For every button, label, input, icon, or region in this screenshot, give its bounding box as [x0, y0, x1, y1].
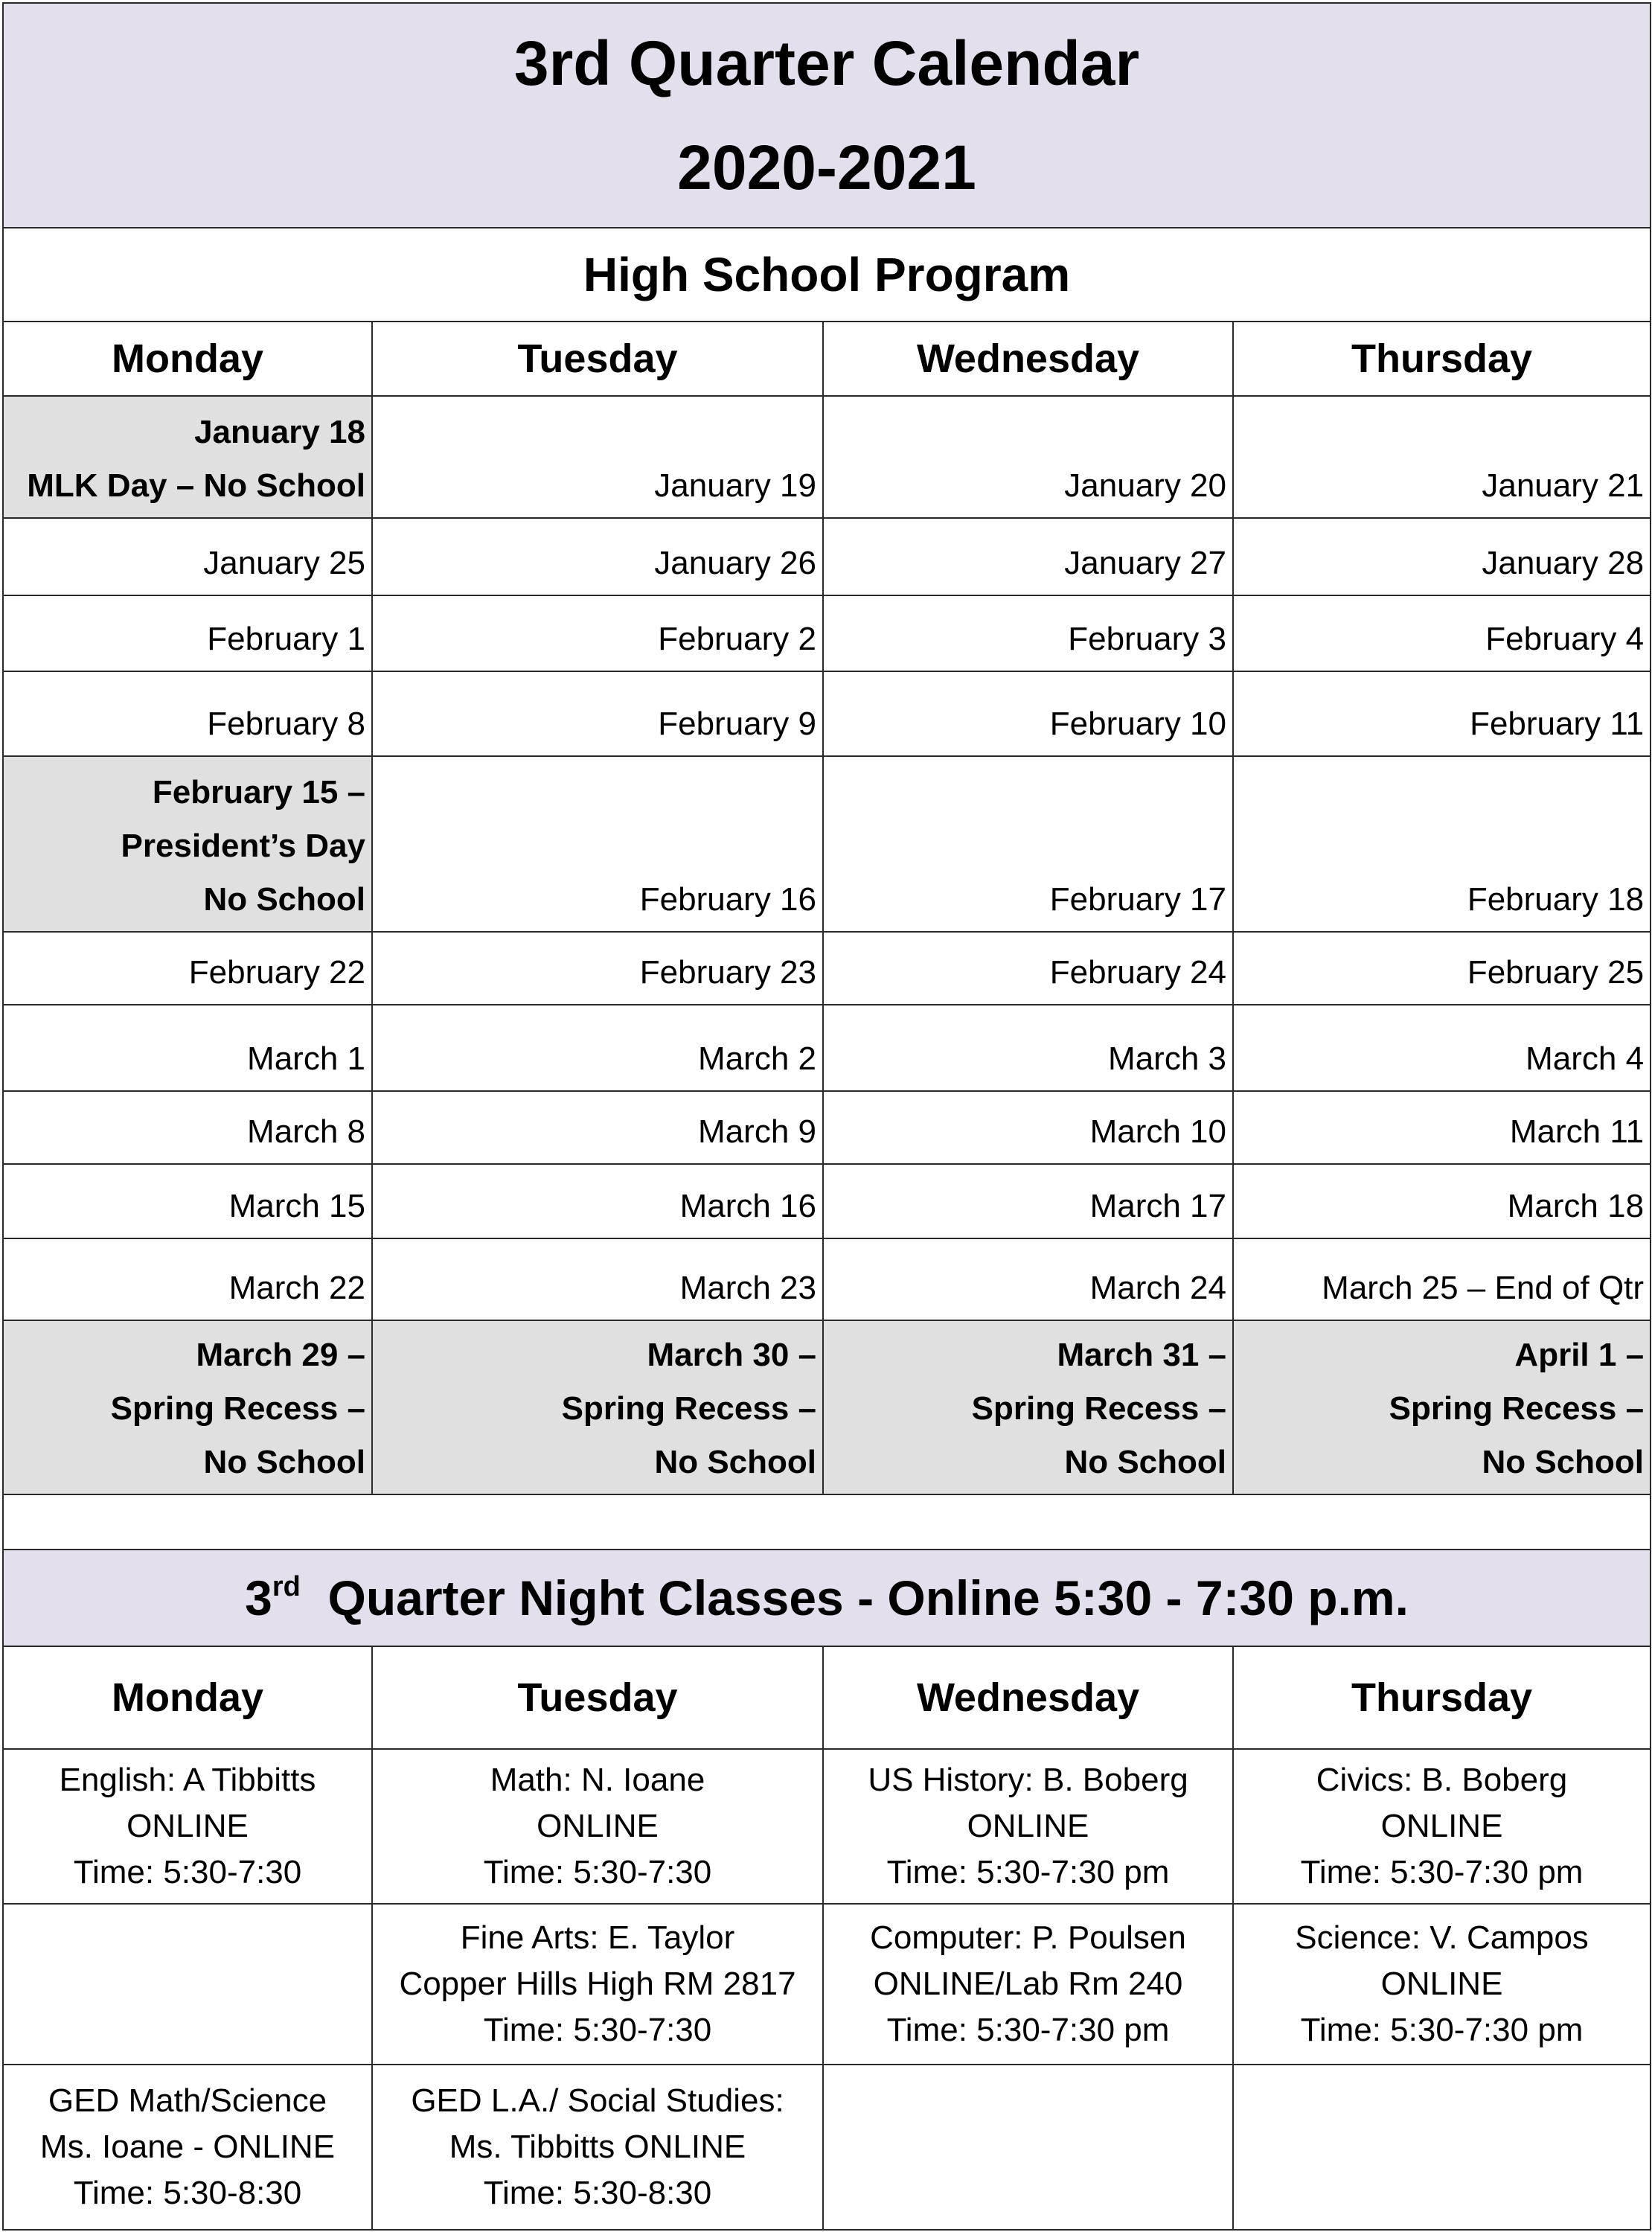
class-text: GED L.A./ Social Studies:	[411, 2082, 784, 2119]
class-text: Time: 5:30-7:30	[483, 1854, 712, 1890]
date-cell-wednesday	[823, 1320, 1233, 1494]
date-cell-wednesday	[823, 396, 1233, 518]
date-text: February 1	[207, 621, 365, 657]
date-cell-tuesday	[372, 756, 823, 932]
date-cell-tuesday	[372, 1320, 823, 1494]
class-cell-thursday	[1233, 1749, 1651, 1904]
date-cell-tuesday	[372, 595, 823, 671]
date-text: February 11	[1470, 706, 1645, 742]
date-cell-wednesday	[823, 932, 1233, 1005]
week-row	[3, 932, 1651, 1005]
class-text: Fine Arts: E. Taylor	[460, 1919, 735, 1956]
date-text: March 25 – End of Qtr	[1322, 1270, 1645, 1306]
date-text: February 8	[207, 706, 365, 742]
date-cell-thursday	[1233, 1238, 1651, 1320]
date-text: February 3	[1068, 621, 1226, 657]
night-day-header-monday: Monday	[3, 1646, 372, 1749]
date-text: February 22	[188, 954, 365, 991]
class-text: Copper Hills High RM 2817	[399, 1966, 796, 2002]
date-cell-thursday	[1233, 396, 1651, 518]
holiday-text: January 18	[194, 414, 365, 450]
date-text: January 25	[203, 545, 365, 581]
class-text: Time: 5:30-7:30 pm	[1300, 1854, 1584, 1890]
class-text: Civics: B. Boberg	[1316, 1762, 1568, 1798]
program-heading: High School Program	[3, 228, 1651, 322]
class-text: ONLINE	[1380, 1966, 1503, 2002]
calendar-table	[2, 2, 1651, 2231]
date-cell-tuesday	[372, 1005, 823, 1091]
class-cell-tuesday	[372, 2065, 823, 2230]
week-row	[3, 518, 1651, 595]
class-text: Math: N. Ioane	[490, 1762, 705, 1798]
date-text: March 24	[1089, 1270, 1226, 1306]
date-cell-tuesday	[372, 1091, 823, 1164]
night-day-header-row	[3, 1646, 1651, 1749]
holiday-text: Spring Recess –	[110, 1390, 365, 1427]
date-text: March 8	[247, 1113, 365, 1150]
holiday-text: Spring Recess –	[561, 1390, 816, 1427]
date-text: February 4	[1485, 621, 1645, 657]
date-text: March 17	[1089, 1188, 1226, 1224]
page-title	[3, 3, 1651, 228]
date-text: March 9	[698, 1113, 816, 1150]
class-cell-thursday	[1233, 1904, 1651, 2065]
holiday-text: No School	[654, 1444, 816, 1480]
week-row	[3, 756, 1651, 932]
holiday-text: Spring Recess –	[1389, 1390, 1645, 1427]
date-text: March 15	[228, 1188, 365, 1224]
date-cell-monday	[3, 1005, 372, 1091]
holiday-text: No School	[1064, 1444, 1226, 1480]
date-text: February 10	[1049, 706, 1226, 742]
date-cell-thursday	[1233, 1005, 1651, 1091]
class-text: Time: 5:30-8:30	[483, 2175, 712, 2211]
day-header-wednesday: Wednesday	[823, 322, 1233, 396]
holiday-text: President’s Day	[121, 828, 365, 864]
class-text: US History: B. Boberg	[868, 1762, 1188, 1798]
date-text: March 2	[698, 1040, 816, 1077]
date-cell-monday	[3, 756, 372, 932]
class-text: Time: 5:30-7:30	[483, 2012, 712, 2048]
date-cell-thursday	[1233, 932, 1651, 1005]
night-class-row	[3, 2065, 1651, 2230]
day-header-tuesday: Tuesday	[372, 322, 823, 396]
holiday-text: April 1 –	[1514, 1337, 1645, 1373]
week-row	[3, 1005, 1651, 1091]
date-text: March 3	[1108, 1040, 1226, 1077]
date-text: January 20	[1064, 467, 1226, 504]
date-cell-thursday	[1233, 756, 1651, 932]
holiday-text: MLK Day – No School	[27, 467, 365, 504]
class-text: ONLINE	[537, 1808, 659, 1844]
class-text: Time: 5:30-8:30	[73, 2175, 302, 2211]
class-text: English: A Tibbitts	[59, 1762, 316, 1798]
class-text: Science: V. Campos	[1295, 1919, 1589, 1956]
date-text: February 18	[1467, 881, 1645, 918]
date-cell-monday	[3, 1091, 372, 1164]
date-cell-monday	[3, 1164, 372, 1238]
week-row	[3, 1091, 1651, 1164]
date-cell-monday	[3, 396, 372, 518]
class-text: Ms. Ioane - ONLINE	[39, 2129, 336, 2165]
class-text: GED Math/Science	[48, 2082, 327, 2119]
date-text: March 11	[1509, 1113, 1645, 1150]
holiday-text: March 30 –	[647, 1337, 816, 1373]
night-classes-body	[3, 1749, 1651, 2230]
holiday-text: March 29 –	[196, 1337, 365, 1373]
date-text: March 23	[679, 1270, 816, 1306]
date-cell-tuesday	[372, 1164, 823, 1238]
holiday-text: No School	[203, 881, 365, 918]
date-cell-tuesday	[372, 518, 823, 595]
date-text: March 16	[679, 1188, 816, 1224]
date-cell-wednesday	[823, 1091, 1233, 1164]
date-cell-monday	[3, 595, 372, 671]
date-text: March 1	[247, 1040, 365, 1077]
class-text: ONLINE	[1380, 1808, 1503, 1844]
class-cell-monday	[3, 1749, 372, 1904]
holiday-text: No School	[1482, 1444, 1645, 1480]
week-row	[3, 1320, 1651, 1494]
date-cell-thursday	[1233, 518, 1651, 595]
week-row	[3, 396, 1651, 518]
date-text: January 26	[654, 545, 816, 581]
weeks-body	[3, 396, 1651, 1494]
date-cell-tuesday	[372, 671, 823, 756]
date-cell-wednesday	[823, 756, 1233, 932]
date-text: February 2	[658, 621, 816, 657]
day-header-monday: Monday	[3, 322, 372, 396]
date-cell-monday	[3, 932, 372, 1005]
holiday-text: Spring Recess –	[971, 1390, 1226, 1427]
date-text: January 21	[1482, 467, 1645, 504]
date-cell-tuesday	[372, 932, 823, 1005]
holiday-text: February 15 –	[152, 774, 365, 810]
empty-class-cell	[1233, 2065, 1651, 2230]
class-cell-monday	[3, 2065, 372, 2230]
date-text: March 18	[1507, 1188, 1645, 1224]
class-cell-wednesday	[823, 1749, 1233, 1904]
class-text: ONLINE	[967, 1808, 1089, 1844]
date-cell-thursday	[1233, 595, 1651, 671]
date-text: March 22	[228, 1270, 365, 1306]
date-text: February 23	[639, 954, 816, 991]
date-cell-monday	[3, 518, 372, 595]
date-cell-tuesday	[372, 1238, 823, 1320]
class-cell-tuesday	[372, 1749, 823, 1904]
class-text: ONLINE	[127, 1808, 249, 1844]
date-cell-wednesday	[823, 1238, 1233, 1320]
date-text: January 19	[654, 467, 816, 504]
class-cell-wednesday	[823, 1904, 1233, 2065]
class-text: ONLINE/Lab Rm 240	[873, 1966, 1183, 2002]
section-spacer	[3, 1494, 1651, 1550]
class-text: Ms. Tibbitts ONLINE	[449, 2129, 746, 2165]
class-text: Time: 5:30-7:30 pm	[886, 1854, 1170, 1890]
calendar-page	[2, 2, 1650, 2228]
date-text: February 17	[1049, 881, 1226, 918]
date-cell-wednesday	[823, 1164, 1233, 1238]
date-cell-wednesday	[823, 595, 1233, 671]
class-text: Time: 5:30-7:30 pm	[886, 2012, 1170, 2048]
date-cell-thursday	[1233, 1091, 1651, 1164]
night-day-header-tuesday: Tuesday	[372, 1646, 823, 1749]
date-text: February 16	[639, 881, 816, 918]
week-row	[3, 671, 1651, 756]
holiday-text: March 31 –	[1057, 1337, 1226, 1373]
class-cell-tuesday	[372, 1904, 823, 2065]
date-cell-thursday	[1233, 671, 1651, 756]
date-text: February 9	[658, 706, 816, 742]
empty-class-cell	[3, 1904, 372, 2065]
date-cell-monday	[3, 1320, 372, 1494]
night-title-sup: rd	[272, 1571, 301, 1602]
week-row	[3, 595, 1651, 671]
week-row	[3, 1238, 1651, 1320]
title-line-1: 3rd Quarter Calendar	[513, 28, 1140, 98]
date-text: March 4	[1525, 1040, 1645, 1077]
night-class-row	[3, 1904, 1651, 2065]
night-day-header-wednesday: Wednesday	[823, 1646, 1233, 1749]
class-text: Time: 5:30-7:30	[73, 1854, 302, 1890]
date-cell-monday	[3, 671, 372, 756]
date-text: January 27	[1064, 545, 1226, 581]
date-text: March 10	[1089, 1113, 1226, 1150]
date-text: February 24	[1049, 954, 1226, 991]
night-title-prefix: 3	[245, 1570, 272, 1625]
night-class-row	[3, 1749, 1651, 1904]
week-row	[3, 1164, 1651, 1238]
class-text: Time: 5:30-7:30 pm	[1300, 2012, 1584, 2048]
night-day-header-thursday: Thursday	[1233, 1646, 1651, 1749]
date-text: February 25	[1467, 954, 1645, 991]
title-line-2: 2020-2021	[677, 132, 976, 202]
night-title-rest: Quarter Night Classes - Online 5:30 - 7:30 p.m.	[327, 1570, 1409, 1625]
day-header-row	[3, 322, 1651, 396]
date-text: January 28	[1482, 545, 1645, 581]
night-classes-heading	[3, 1550, 1651, 1646]
date-cell-thursday	[1233, 1320, 1651, 1494]
holiday-text: No School	[203, 1444, 365, 1480]
day-header-thursday: Thursday	[1233, 322, 1651, 396]
date-cell-tuesday	[372, 396, 823, 518]
date-cell-wednesday	[823, 671, 1233, 756]
date-cell-wednesday	[823, 1005, 1233, 1091]
empty-class-cell	[823, 2065, 1233, 2230]
date-cell-thursday	[1233, 1164, 1651, 1238]
date-cell-wednesday	[823, 518, 1233, 595]
date-cell-monday	[3, 1238, 372, 1320]
class-text: Computer: P. Poulsen	[870, 1919, 1186, 1956]
